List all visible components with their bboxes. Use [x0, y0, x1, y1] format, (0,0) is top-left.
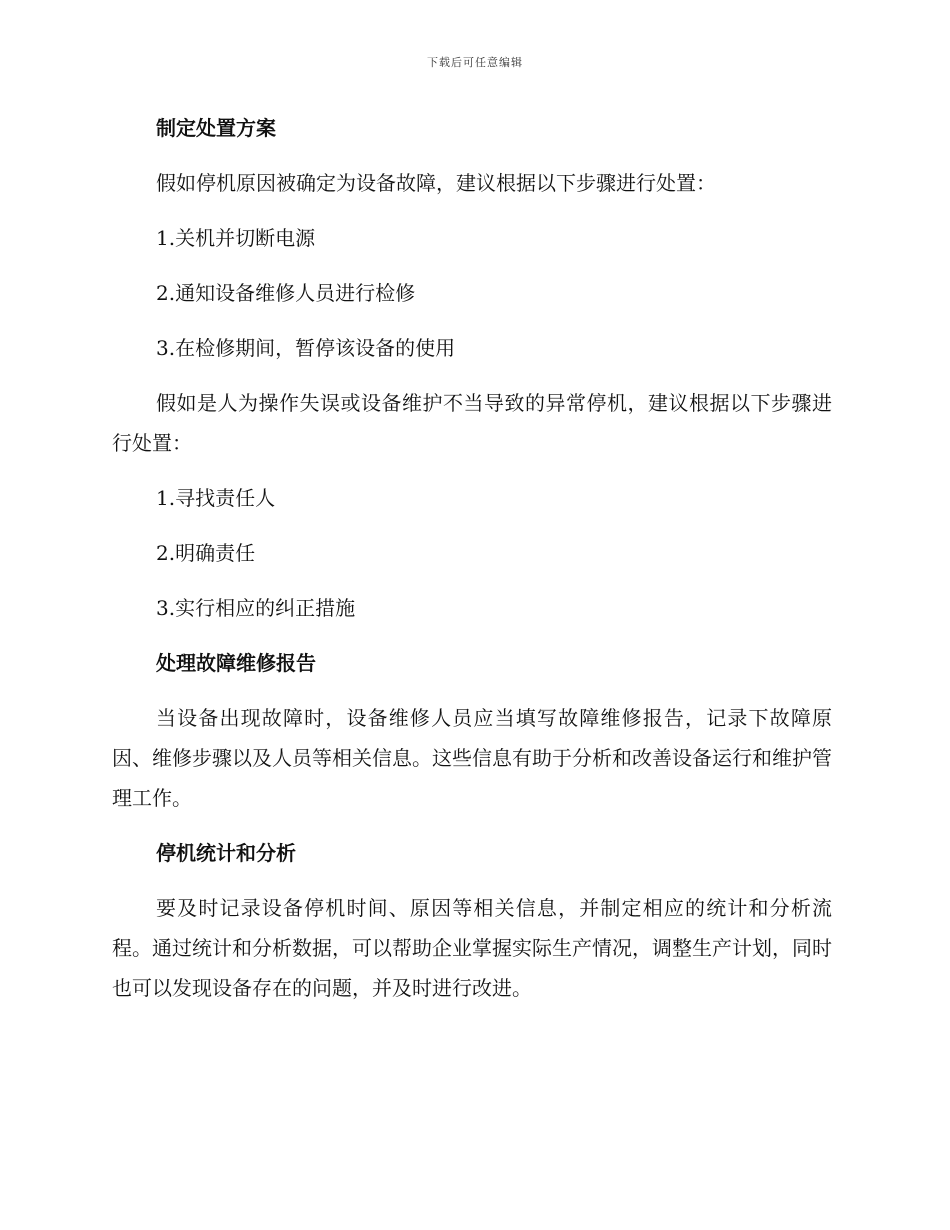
- list-item: 1.寻找责任人: [156, 486, 276, 510]
- list-item: 3.在检修期间，暂停该设备的使用: [156, 336, 456, 360]
- list-item: 3.实行相应的纠正措施: [156, 596, 356, 620]
- page-header-note: 下载后可任意编辑: [427, 56, 523, 69]
- report-paragraph: 当设备出现故障时，设备维修人员应当填写故障维修报告，记录下故障原因、维修步骤以及人员等相关信息。这些信息有助于分析和改善设备运行和维护管理工作。: [112, 706, 832, 810]
- stats-paragraph: 要及时记录设备停机时间、原因等相关信息，并制定相应的统计和分析流程。通过统计和分析数据，可以帮助企业掌握实际生产情况，调整生产计划，同时也可以发现设备存在的问题，并及时进行改进。: [112, 896, 832, 1000]
- plan-intro-human-error: 假如是人为操作失误或设备维护不当导致的异常停机，建议根据以下步骤进行处置：: [112, 391, 832, 455]
- list-item: 2.通知设备维修人员进行检修: [156, 281, 416, 305]
- section-heading-plan: 制定处置方案: [156, 116, 276, 140]
- list-item: 2.明确责任: [156, 541, 256, 565]
- section-heading-report: 处理故障维修报告: [156, 651, 316, 675]
- list-item: 1.关机并切断电源: [156, 226, 316, 250]
- section-heading-stats: 停机统计和分析: [156, 841, 296, 865]
- document-body: [112, 108, 832, 1023]
- plan-intro-equipment-fault: 假如停机原因被确定为设备故障，建议根据以下步骤进行处置：: [156, 171, 716, 195]
